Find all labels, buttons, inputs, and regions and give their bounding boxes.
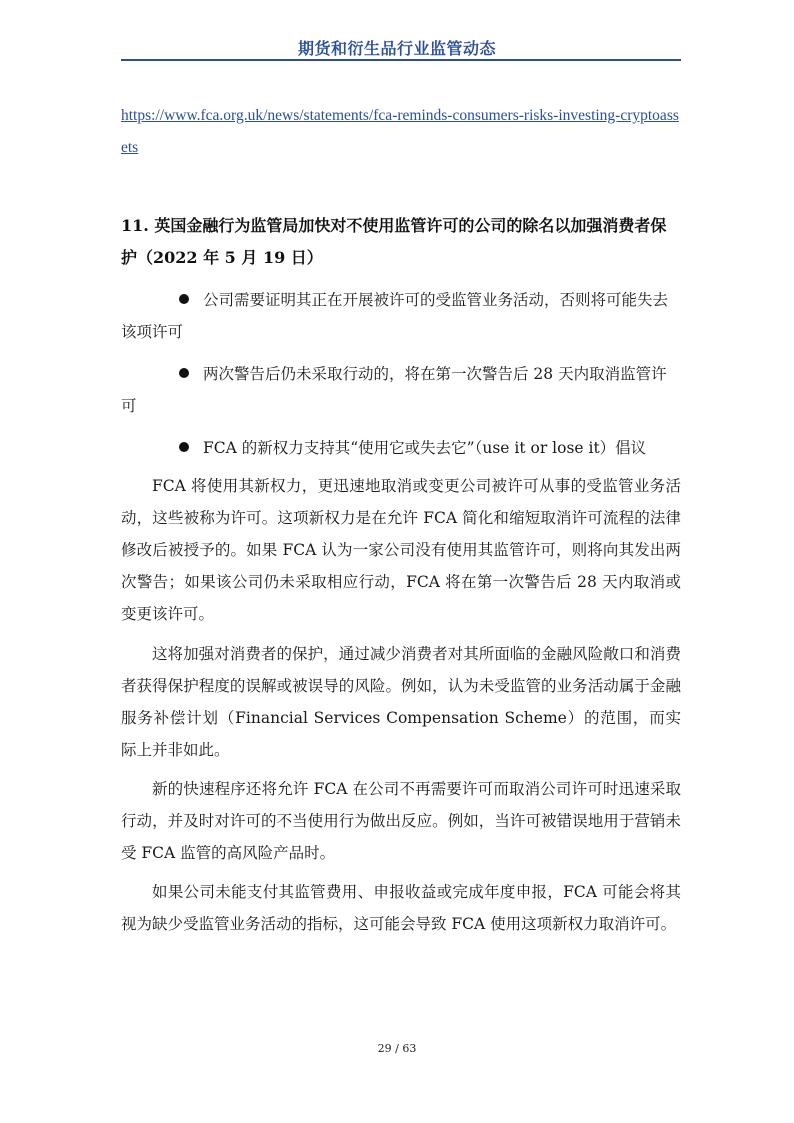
- body-paragraph: 新的快速程序还将允许 FCA 在公司不再需要许可而取消公司许可时迅速采取行动，并及时对许可的不当使用行为做出反应。例如，当许可被错误地用于营销未受 FCA 监管的高风险产品时。: [121, 780, 681, 862]
- bullet-dot-icon: [179, 442, 189, 452]
- bullet-dot-icon: [179, 368, 189, 378]
- list-item: [121, 358, 681, 422]
- bullet-text: 两次警告后仍未采取行动的，将在第一次警告后 28 天内取消监管许可: [121, 365, 667, 415]
- body-paragraph: FCA 将使用其新权力，更迅速地取消或变更公司被许可从事的受监管业务活动，这些被称为许可。这项新权力是在允许 FCA 简化和缩短取消许可流程的法律修改后被授予的。如果 FCA 认为一家公司没有使用其监管许可，则将向其发出两次警告；如果该公司仍未采取相应行动，FCA 将在第一次警告后 28 天内取消或变更该许可。: [121, 477, 681, 623]
- page-number: 29 / 63: [377, 1042, 417, 1055]
- bullet-dot-icon: [179, 294, 189, 304]
- bullet-text: FCA 的新权力支持其“使用它或失去它”（use it or lose it）倡议: [203, 439, 647, 457]
- header-divider: [121, 59, 681, 61]
- body-paragraph: 这将加强对消费者的保护，通过减少消费者对其所面临的金融风险敞口和消费者获得保护程度的误解或被误导的风险。例如，认为未受监管的业务活动属于金融服务补偿计划（Financial Services Compensation Scheme）的范围，而实际上并非如此。: [121, 645, 681, 759]
- list-item: [121, 432, 681, 464]
- bullet-text: 公司需要证明其正在开展被许可的受监管业务活动，否则将可能失去该项许可: [121, 291, 669, 341]
- page-header-title: 期货和衍生品行业监管动态: [297, 39, 496, 58]
- body-paragraph: 如果公司未能支付其监管费用、申报收益或完成年度申报，FCA 可能会将其视为缺少受监管业务活动的指标，这可能会导致 FCA 使用这项新权力取消许可。: [121, 883, 681, 933]
- bullet-list: [121, 284, 681, 464]
- source-link[interactable]: https://www.fca.org.uk/news/statements/fca-reminds-consumers-risks-investing-cryptoassets: [121, 107, 679, 156]
- list-item: [121, 284, 681, 348]
- section-heading: 11. 英国金融行为监管局加快对不使用监管许可的公司的除名以加强消费者保护（2022 年 5 月 19 日）: [121, 216, 667, 267]
